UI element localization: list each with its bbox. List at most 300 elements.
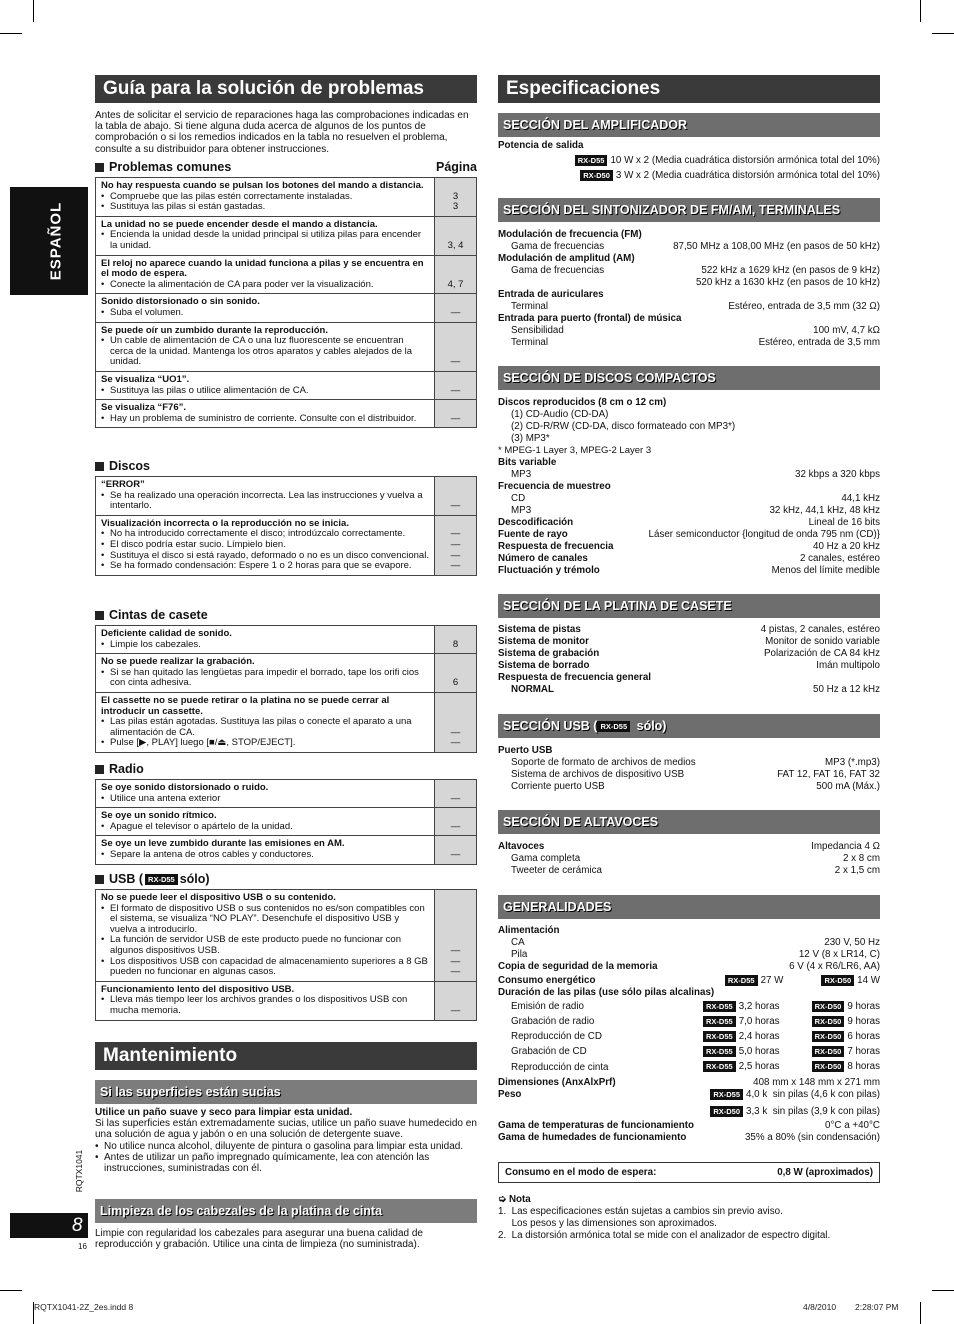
spec-row xyxy=(498,937,880,949)
page-ref: — xyxy=(450,726,461,738)
page-ref: — xyxy=(450,966,461,978)
trouble-description xyxy=(96,981,435,1020)
trouble-description xyxy=(96,836,435,864)
standby-box xyxy=(498,1162,880,1183)
spec-sublabel: Terminal xyxy=(511,337,549,348)
spec-label: Respuesta de frecuencia general xyxy=(498,672,652,683)
spec-value: 2 canales, estéreo xyxy=(799,553,880,564)
square-bullet-icon xyxy=(95,875,104,884)
trouble-row xyxy=(96,981,477,1020)
note-item: 1. Las especificaciones están sujetas a cambios sin previo aviso. xyxy=(498,1206,783,1217)
page-ref: — xyxy=(450,1004,461,1016)
page-ref: 6 xyxy=(452,677,459,689)
spec-value: 522 kHz a 1629 kHz (en pasos de 9 kHz) xyxy=(701,265,880,276)
battery-row xyxy=(498,1001,880,1013)
spec-value: 500 mA (Máx.) xyxy=(816,781,880,792)
spec-sublabel: Tweeter de cerámica xyxy=(511,865,602,876)
page-ref: 3, 4 xyxy=(447,239,464,251)
square-bullet-icon xyxy=(95,462,104,471)
spec-row xyxy=(498,865,880,877)
spec-row xyxy=(498,505,880,517)
spec-label: Consumo en el modo de espera: xyxy=(505,1167,657,1178)
spec-value: 0°C a +40°C xyxy=(825,1119,880,1131)
spec-value: 230 V, 50 Hz xyxy=(824,937,880,948)
page-ref: 8 xyxy=(452,638,459,650)
spec-sublabel: CA xyxy=(511,937,525,948)
model-tag: RX-D50 xyxy=(812,1046,845,1057)
spec-row xyxy=(498,313,880,325)
page-ref: — xyxy=(450,560,461,572)
remedy-bullet: • Apague el televisor o apártelo de la unidad. xyxy=(101,822,429,833)
trouble-description xyxy=(96,294,435,322)
trouble-page-ref xyxy=(435,255,477,294)
page-ref: — xyxy=(450,848,461,860)
battery-mode: Grabación de CD xyxy=(511,1046,587,1058)
maintenance-heads-text: Limpie con regularidad los cabezales para asegurar una buena calidad de reproducción y grabación. Utilice una cinta de limpieza (no suministrada). xyxy=(95,1228,423,1251)
section-heading-text: USB ( xyxy=(109,872,144,886)
spec-value: 44,1 kHz xyxy=(841,493,880,504)
spec-sublabel: CD xyxy=(511,493,526,504)
spec-heading-tuner: SECCIÓN DEL SINTONIZADOR DE FM/AM, TERMINALES xyxy=(498,198,880,222)
trouble-section-heading xyxy=(95,762,477,776)
spec-value: (2) CD-R/RW (CD-DA, disco formateado con MP3*) xyxy=(511,421,736,432)
spec-value: sin pilas (4,6 k con pilas) xyxy=(772,1088,880,1100)
spec-sublabel xyxy=(498,277,511,289)
battery-mode: Emisión de radio xyxy=(511,1001,584,1013)
spec-sublabel: Sensibilidad xyxy=(511,325,564,336)
page-ref: — xyxy=(450,538,461,550)
spec-value: Monitor de sonido variable xyxy=(765,636,880,647)
spec-label: NORMAL xyxy=(511,684,554,695)
spec-label: Duración de las pilas (use sólo pilas alcalinas) xyxy=(498,987,715,999)
maintenance-title: Mantenimiento xyxy=(95,1042,477,1070)
spec-label: Dimensiones (AnxAlxPrf) xyxy=(498,1076,616,1088)
spec-cassette xyxy=(498,624,880,696)
battery-hours: 7,0 horas xyxy=(738,1016,780,1028)
spec-row xyxy=(498,529,880,541)
page-ref: — xyxy=(450,944,461,956)
remedy-bullet: • El formato de dispositivo USB o sus contenidos no es/son compatibles con el sistema, se visualiza “NO PLAY”. Desenchufe el dispositivo USB y vuelva a introducirlo. xyxy=(101,904,429,936)
trouble-description xyxy=(96,780,435,808)
model-tag: RX-D50 xyxy=(812,1061,845,1072)
battery-mode: Reproducción de cinta xyxy=(511,1061,609,1073)
trouble-section-heading xyxy=(95,160,477,174)
model-tag: RX-D55 xyxy=(575,155,608,166)
battery-mode: Reproducción de CD xyxy=(511,1031,602,1043)
trouble-description xyxy=(96,216,435,255)
spec-sublabel: Gama de frecuencias xyxy=(511,241,605,252)
spec-value: Láser semiconductor {longitud de onda 795 nm (CD)} xyxy=(648,529,880,540)
spec-cd xyxy=(498,397,880,577)
problem-title: Deficiente calidad de sonido. xyxy=(101,628,232,639)
trouble-row xyxy=(96,216,477,255)
spec-row xyxy=(498,253,880,265)
battery-values xyxy=(703,1031,880,1043)
spec-value: 32 kHz, 44,1 kHz, 48 kHz xyxy=(769,505,880,516)
trouble-page-ref xyxy=(435,654,477,693)
problem-title: Visualización incorrecta o la reproducción no se inicia. xyxy=(101,517,349,529)
spec-row xyxy=(498,277,880,289)
battery-hours: 7 horas xyxy=(847,1046,880,1058)
trouble-description xyxy=(96,890,435,982)
battery-d55 xyxy=(703,1016,807,1028)
crop-mark xyxy=(932,1290,954,1291)
spec-row xyxy=(498,469,880,481)
battery-values xyxy=(703,1061,880,1073)
spec-value: 520 kHz a 1630 kHz (en pasos de 10 kHz) xyxy=(695,277,880,288)
model-tag: RX-D55 xyxy=(703,1001,736,1012)
heading-text: SECCIÓN USB ( xyxy=(503,719,598,733)
spec-value: 100 mV, 4,7 kΩ xyxy=(813,325,880,336)
battery-values xyxy=(703,1001,880,1013)
spec-value: 2 x 8 cm xyxy=(842,853,880,864)
trouble-row xyxy=(96,400,477,428)
remedy-bullet: • Un cable de alimentación de CA o una luz fluorescente se encuentran cerca de la unidad. Mantenga los otros aparatos y cables alejados de la unidad. xyxy=(101,336,429,368)
battery-hours: 3,2 horas xyxy=(738,1001,780,1013)
spec-label: Potencia de salida xyxy=(498,140,584,151)
spec-label: Sistema de borrado xyxy=(498,660,590,671)
battery-hours: 6 horas xyxy=(847,1031,880,1043)
spec-label: Bits variable xyxy=(498,457,557,468)
battery-values xyxy=(703,1016,880,1028)
model-tag: RX-D50 xyxy=(812,1016,845,1027)
page-ref: — xyxy=(450,820,461,832)
maintenance-bullet: • No utilice nunca alcohol, diluyente de pintura o gasolina para limpiar esta unidad. xyxy=(95,1141,477,1152)
spec-label: Consumo energético xyxy=(498,975,596,987)
spec-row xyxy=(498,745,880,757)
section-heading-text: Cintas de casete xyxy=(109,608,208,622)
spec-label: Discos reproducidos (8 cm o 12 cm) xyxy=(498,397,667,408)
spec-label: Gama de temperaturas de funcionamiento xyxy=(498,1119,694,1131)
maintenance-paragraph: Si las superficies están extremadamente sucias, utilice un paño suave humedecido en una solución de agua y jabón o en una solución de detergente suave. xyxy=(95,1118,477,1141)
remedy-bullet: • Sustituya el disco si está rayado, deformado o no es un disco convencional. xyxy=(101,551,429,562)
spec-value: Lineal de 16 bits xyxy=(808,517,880,528)
maintenance-subheading-surfaces: Si las superficies están sucias xyxy=(95,1080,477,1104)
trouble-description xyxy=(96,626,435,654)
spec-label: Sistema de grabación xyxy=(498,648,600,659)
note-icon: ➭ xyxy=(498,1194,507,1205)
spec-value: Estéreo, entrada de 3,5 mm (32 Ω) xyxy=(728,301,880,312)
battery-row xyxy=(498,1061,880,1073)
spec-label: Puerto USB xyxy=(498,745,553,756)
spec-value: Impedancia 4 Ω xyxy=(811,841,880,852)
trouble-row xyxy=(96,654,477,693)
spec-label: Sistema de monitor xyxy=(498,636,589,647)
spec-value: 40 Hz a 20 kHz xyxy=(813,541,880,552)
remedy-bullet: • Sustituya las pilas si están gastadas. xyxy=(101,202,429,213)
trouble-page-ref xyxy=(435,836,477,864)
spec-label: Copia de seguridad de la memoria xyxy=(498,961,658,972)
spec-sublabel: Pila xyxy=(511,949,528,960)
remedy-bullet: • La función de servidor USB de este producto puede no funcionar con algunos dispositivos USB. xyxy=(101,935,429,956)
spec-value: 32 kbps a 320 kbps xyxy=(795,469,880,480)
model-tag: RX-D50 xyxy=(812,1001,845,1012)
spec-row xyxy=(498,481,880,493)
spec-value: Polarización de CA 84 kHz xyxy=(764,648,880,659)
footer-file: RQTX1041-2Z_2es.indd 8 xyxy=(34,1302,134,1312)
maintenance-subheading-heads: Limpieza de los cabezales de la platina de cinta xyxy=(95,1199,477,1223)
spec-row xyxy=(498,769,880,781)
remedy-bullet: • Pulse [▶, PLAY] luego [■/⏏, STOP/EJECT]. xyxy=(101,738,429,749)
page-column-header: Página xyxy=(436,160,477,174)
spec-label: Altavoces xyxy=(498,841,545,852)
spec-label: Modulación de frecuencia (FM) xyxy=(498,229,642,240)
footer-time: 2:28:07 PM xyxy=(855,1302,899,1312)
trouble-table xyxy=(95,625,477,753)
spec-heading-cassette: SECCIÓN DE LA PLATINA DE CASETE xyxy=(498,594,880,618)
remedy-bullet: • Lleva más tiempo leer los archivos grandes o los dispositivos USB con mucha memoria. xyxy=(101,995,429,1016)
spec-row xyxy=(498,517,880,529)
spec-row xyxy=(498,853,880,865)
spec-row xyxy=(498,493,880,505)
battery-hours: 2,4 horas xyxy=(738,1031,780,1043)
trouble-page-ref xyxy=(435,371,477,399)
remedy-bullet: • Sustituya las pilas o utilice alimentación de CA. xyxy=(101,386,429,397)
trouble-page-ref xyxy=(435,981,477,1020)
spec-label: Sistema de pistas xyxy=(498,624,581,635)
trouble-description xyxy=(96,477,435,516)
trouble-row xyxy=(96,294,477,322)
spec-sublabel: MP3 xyxy=(511,469,532,480)
spec-value: 50 Hz a 12 kHz xyxy=(813,684,880,695)
model-tag: RX-D55 xyxy=(703,1016,736,1027)
problem-title: Funcionamiento lento del dispositivo USB. xyxy=(101,983,295,995)
spec-value: 4,0 k xyxy=(746,1088,768,1100)
spec-heading-amplifier: SECCIÓN DEL AMPLIFICADOR xyxy=(498,113,880,137)
remedy-bullet: • Hay un problema de suministro de corriente. Consulte con el distribuidor. xyxy=(101,414,429,425)
trouble-description xyxy=(96,178,435,217)
trouble-page-ref xyxy=(435,808,477,836)
trouble-description xyxy=(96,322,435,371)
trouble-row xyxy=(96,836,477,864)
model-tag: RX-D55 xyxy=(703,1031,736,1042)
model-tag: RX-D55 xyxy=(145,874,178,885)
page-ref: — xyxy=(450,955,461,967)
spec-value: MP3 (*.mp3) xyxy=(825,757,880,768)
spec-value: 6 V (4 x R6/LR6, AA) xyxy=(789,961,880,972)
model-tag: RX-D55 xyxy=(597,721,630,732)
battery-hours: 2,5 horas xyxy=(738,1061,780,1073)
spec-value: 2 x 1,5 cm xyxy=(834,865,880,876)
spec-value: sin pilas (3,9 k con pilas) xyxy=(772,1105,880,1117)
battery-mode: Grabación de radio xyxy=(511,1016,595,1028)
footer-date: 4/8/2010 xyxy=(803,1302,837,1312)
trouble-page-ref xyxy=(435,692,477,752)
spec-general-rows xyxy=(498,925,880,973)
spec-label: Entrada para puerto (frontal) de música xyxy=(498,313,682,324)
trouble-page-ref xyxy=(435,626,477,654)
problem-title: Se oye un leve zumbido durante las emisiones en AM. xyxy=(101,838,345,850)
problem-title: Se puede oír un zumbido durante la reproducción. xyxy=(101,324,328,336)
battery-hours: 9 horas xyxy=(847,1016,880,1028)
spec-label: Descodificación xyxy=(498,517,574,528)
spec-row xyxy=(498,841,880,853)
spec-cd-rows xyxy=(498,457,880,577)
trouble-page-ref xyxy=(435,216,477,255)
page-ref: — xyxy=(450,792,461,804)
trouble-description xyxy=(96,400,435,428)
remedy-bullet: • Se ha formado condensación: Espere 1 o 2 horas para que se evapore. xyxy=(101,561,429,572)
spec-heading-usb xyxy=(498,714,880,738)
section-heading-text: Discos xyxy=(109,459,150,473)
trouble-row xyxy=(96,477,477,516)
spec-value: 3 W x 2 (Media cuadrática distorsión armónica total del 10%) xyxy=(615,170,880,182)
spec-row xyxy=(498,660,880,672)
trouble-page-ref xyxy=(435,400,477,428)
spec-row xyxy=(498,925,880,937)
maintenance-bold-line: Utilice un paño suave y seco para limpiar esta unidad. xyxy=(95,1107,353,1118)
trouble-description xyxy=(96,808,435,836)
section-heading-text: Radio xyxy=(109,762,144,776)
spec-row xyxy=(498,565,880,577)
battery-d55 xyxy=(703,1001,807,1013)
spec-value: Menos del límite medible xyxy=(771,565,880,576)
model-tag: RX-D50 xyxy=(580,170,613,181)
maintenance-bullet: • Antes de utilizar un paño impregnado químicamente, lea con atención las instrucciones, suministradas con él. xyxy=(95,1152,477,1174)
trouble-row xyxy=(96,692,477,752)
problem-title: No hay respuesta cuando se pulsan los botones del mando a distancia. xyxy=(101,180,424,191)
model-tag: RX-D55 xyxy=(725,975,758,986)
page-ref: — xyxy=(450,306,461,318)
trouble-page-ref xyxy=(435,780,477,808)
crop-mark xyxy=(932,33,954,34)
language-tab: ESPAÑOL xyxy=(10,187,88,295)
battery-d55 xyxy=(703,1061,807,1073)
page-ref: — xyxy=(450,549,461,561)
spec-value: 4 pistas, 2 canales, estéreo xyxy=(760,624,880,635)
spec-row xyxy=(498,684,880,696)
spec-row xyxy=(498,781,880,793)
trouble-row xyxy=(96,255,477,294)
square-bullet-icon xyxy=(95,765,104,774)
spec-label: Respuesta de frecuencia xyxy=(498,541,614,552)
battery-d50 xyxy=(807,1031,880,1043)
crop-mark xyxy=(0,1290,22,1291)
model-tag: RX-D50 xyxy=(821,975,854,986)
battery-table xyxy=(498,1001,880,1073)
trouble-row xyxy=(96,371,477,399)
trouble-row xyxy=(96,515,477,575)
trouble-table xyxy=(95,476,477,576)
spec-amplifier xyxy=(498,140,880,182)
page-ref: — xyxy=(450,500,461,512)
trouble-table xyxy=(95,779,477,865)
page-ref: — xyxy=(450,528,461,540)
remedy-bullet: • Encienda la unidad desde la unidad principal si utiliza pilas para encender la unidad. xyxy=(101,230,429,251)
spec-label: Frecuencia de muestreo xyxy=(498,481,611,492)
model-tag: RX-D50 xyxy=(812,1031,845,1042)
battery-hours: 5,0 horas xyxy=(738,1046,780,1058)
battery-d50 xyxy=(807,1046,880,1058)
battery-hours: 9 horas xyxy=(847,1001,880,1013)
problem-title: Se oye un sonido rítmico. xyxy=(101,810,217,822)
spec-value: 27 W xyxy=(760,975,784,987)
maintenance-surfaces-text xyxy=(95,1107,477,1174)
battery-d50 xyxy=(807,1061,880,1073)
trouble-description xyxy=(96,371,435,399)
trouble-row xyxy=(96,808,477,836)
spec-row xyxy=(498,541,880,553)
spec-value: Estéreo, entrada de 3,5 mm xyxy=(758,337,880,348)
page-ref: 3 xyxy=(452,201,459,213)
page-ref: — xyxy=(450,737,461,749)
trouble-row xyxy=(96,322,477,371)
spec-value: (1) CD-Audio (CD-DA) xyxy=(511,409,609,420)
problem-title: “ERROR” xyxy=(101,479,145,490)
spec-footnote: * MPEG-1 Layer 3, MPEG-2 Layer 3 xyxy=(498,445,652,456)
problem-title: Se visualiza “F76”. xyxy=(101,402,187,414)
model-tag: RX-D55 xyxy=(710,1089,743,1100)
battery-hours: 8 horas xyxy=(847,1061,880,1073)
remedy-bullet: • Los dispositivos USB con capacidad de almacenamiento superiores a 8 GB pueden no funcionar en algunas casos. xyxy=(101,957,429,978)
spec-value: 10 W x 2 (Media cuadrática distorsión armónica total del 10%) xyxy=(610,155,880,167)
trouble-description xyxy=(96,654,435,693)
spec-value: 35% a 80% (sin condensación) xyxy=(744,1131,880,1143)
problem-title: Se visualiza “UO1”. xyxy=(101,373,190,385)
note-block xyxy=(498,1194,880,1242)
trouble-row xyxy=(96,626,477,654)
spec-row xyxy=(498,636,880,648)
spec-value: 14 W xyxy=(857,975,880,987)
spec-value: Imán multipolo xyxy=(816,660,880,671)
trouble-row xyxy=(96,890,477,982)
spec-sublabel: Sistema de archivos de dispositivo USB xyxy=(511,769,685,780)
spec-sublabel: Corriente puerto USB xyxy=(511,781,605,792)
spec-row xyxy=(498,229,880,241)
spec-sublabel: MP3 xyxy=(511,505,532,516)
spec-value: 408 mm x 148 mm x 271 mm xyxy=(753,1076,880,1088)
battery-row xyxy=(498,1016,880,1028)
model-tag: RX-D50 xyxy=(710,1106,743,1117)
remedy-bullet: • El disco podría estar sucio. Límpielo bien. xyxy=(101,540,429,551)
remedy-bullet: • Limpie los cabezales. xyxy=(101,640,429,651)
heading-text: sólo) xyxy=(633,719,667,733)
spec-value: 3,3 k xyxy=(746,1105,768,1117)
battery-row xyxy=(498,1031,880,1043)
spec-value: FAT 12, FAT 16, FAT 32 xyxy=(777,769,880,780)
spec-label: Modulación de amplitud (AM) xyxy=(498,253,635,264)
trouble-page-ref xyxy=(435,890,477,982)
trouble-page-ref xyxy=(435,515,477,575)
spec-speakers xyxy=(498,841,880,877)
problem-title: El reloj no aparece cuando la unidad funciona a pilas y se encuentra en el modo de espera. xyxy=(101,257,424,280)
spec-heading-cd: SECCIÓN DE DISCOS COMPACTOS xyxy=(498,366,880,390)
spec-heading-general: GENERALIDADES xyxy=(498,895,880,919)
remedy-bullet: • Suba el volumen. xyxy=(101,308,429,319)
spec-value: (3) MP3* xyxy=(511,433,550,444)
spec-label: Alimentación xyxy=(498,925,560,936)
remedy-bullet: • Se ha realizado una operación incorrecta. Lea las instrucciones y vuelva a intentarlo. xyxy=(101,491,429,512)
square-bullet-icon xyxy=(95,611,104,620)
spec-row xyxy=(498,624,880,636)
spec-row xyxy=(498,672,880,684)
note-label: Nota xyxy=(508,1194,531,1205)
crop-mark xyxy=(33,0,34,22)
problem-title: Se oye sonido distorsionado o ruido. xyxy=(101,782,269,793)
spec-value: 12 V (8 x LR14, C) xyxy=(798,949,880,960)
spec-row xyxy=(498,301,880,313)
remedy-bullet: • Si se han quitado las lengüetas para impedir el borrado, tape los orifi cios con cinta adhesiva. xyxy=(101,668,429,689)
trouble-page-ref xyxy=(435,178,477,217)
remedy-bullet: • Separe la antena de otros cables y conductores. xyxy=(101,850,429,861)
problem-title: La unidad no se puede encender desde el mando a distancia. xyxy=(101,218,378,230)
battery-d55 xyxy=(703,1046,807,1058)
page-ref: 3 xyxy=(452,190,459,202)
spec-label: Peso xyxy=(498,1088,522,1100)
spec-row xyxy=(498,961,880,973)
spec-row xyxy=(498,949,880,961)
spec-sublabel: Gama de frecuencias xyxy=(511,265,605,276)
